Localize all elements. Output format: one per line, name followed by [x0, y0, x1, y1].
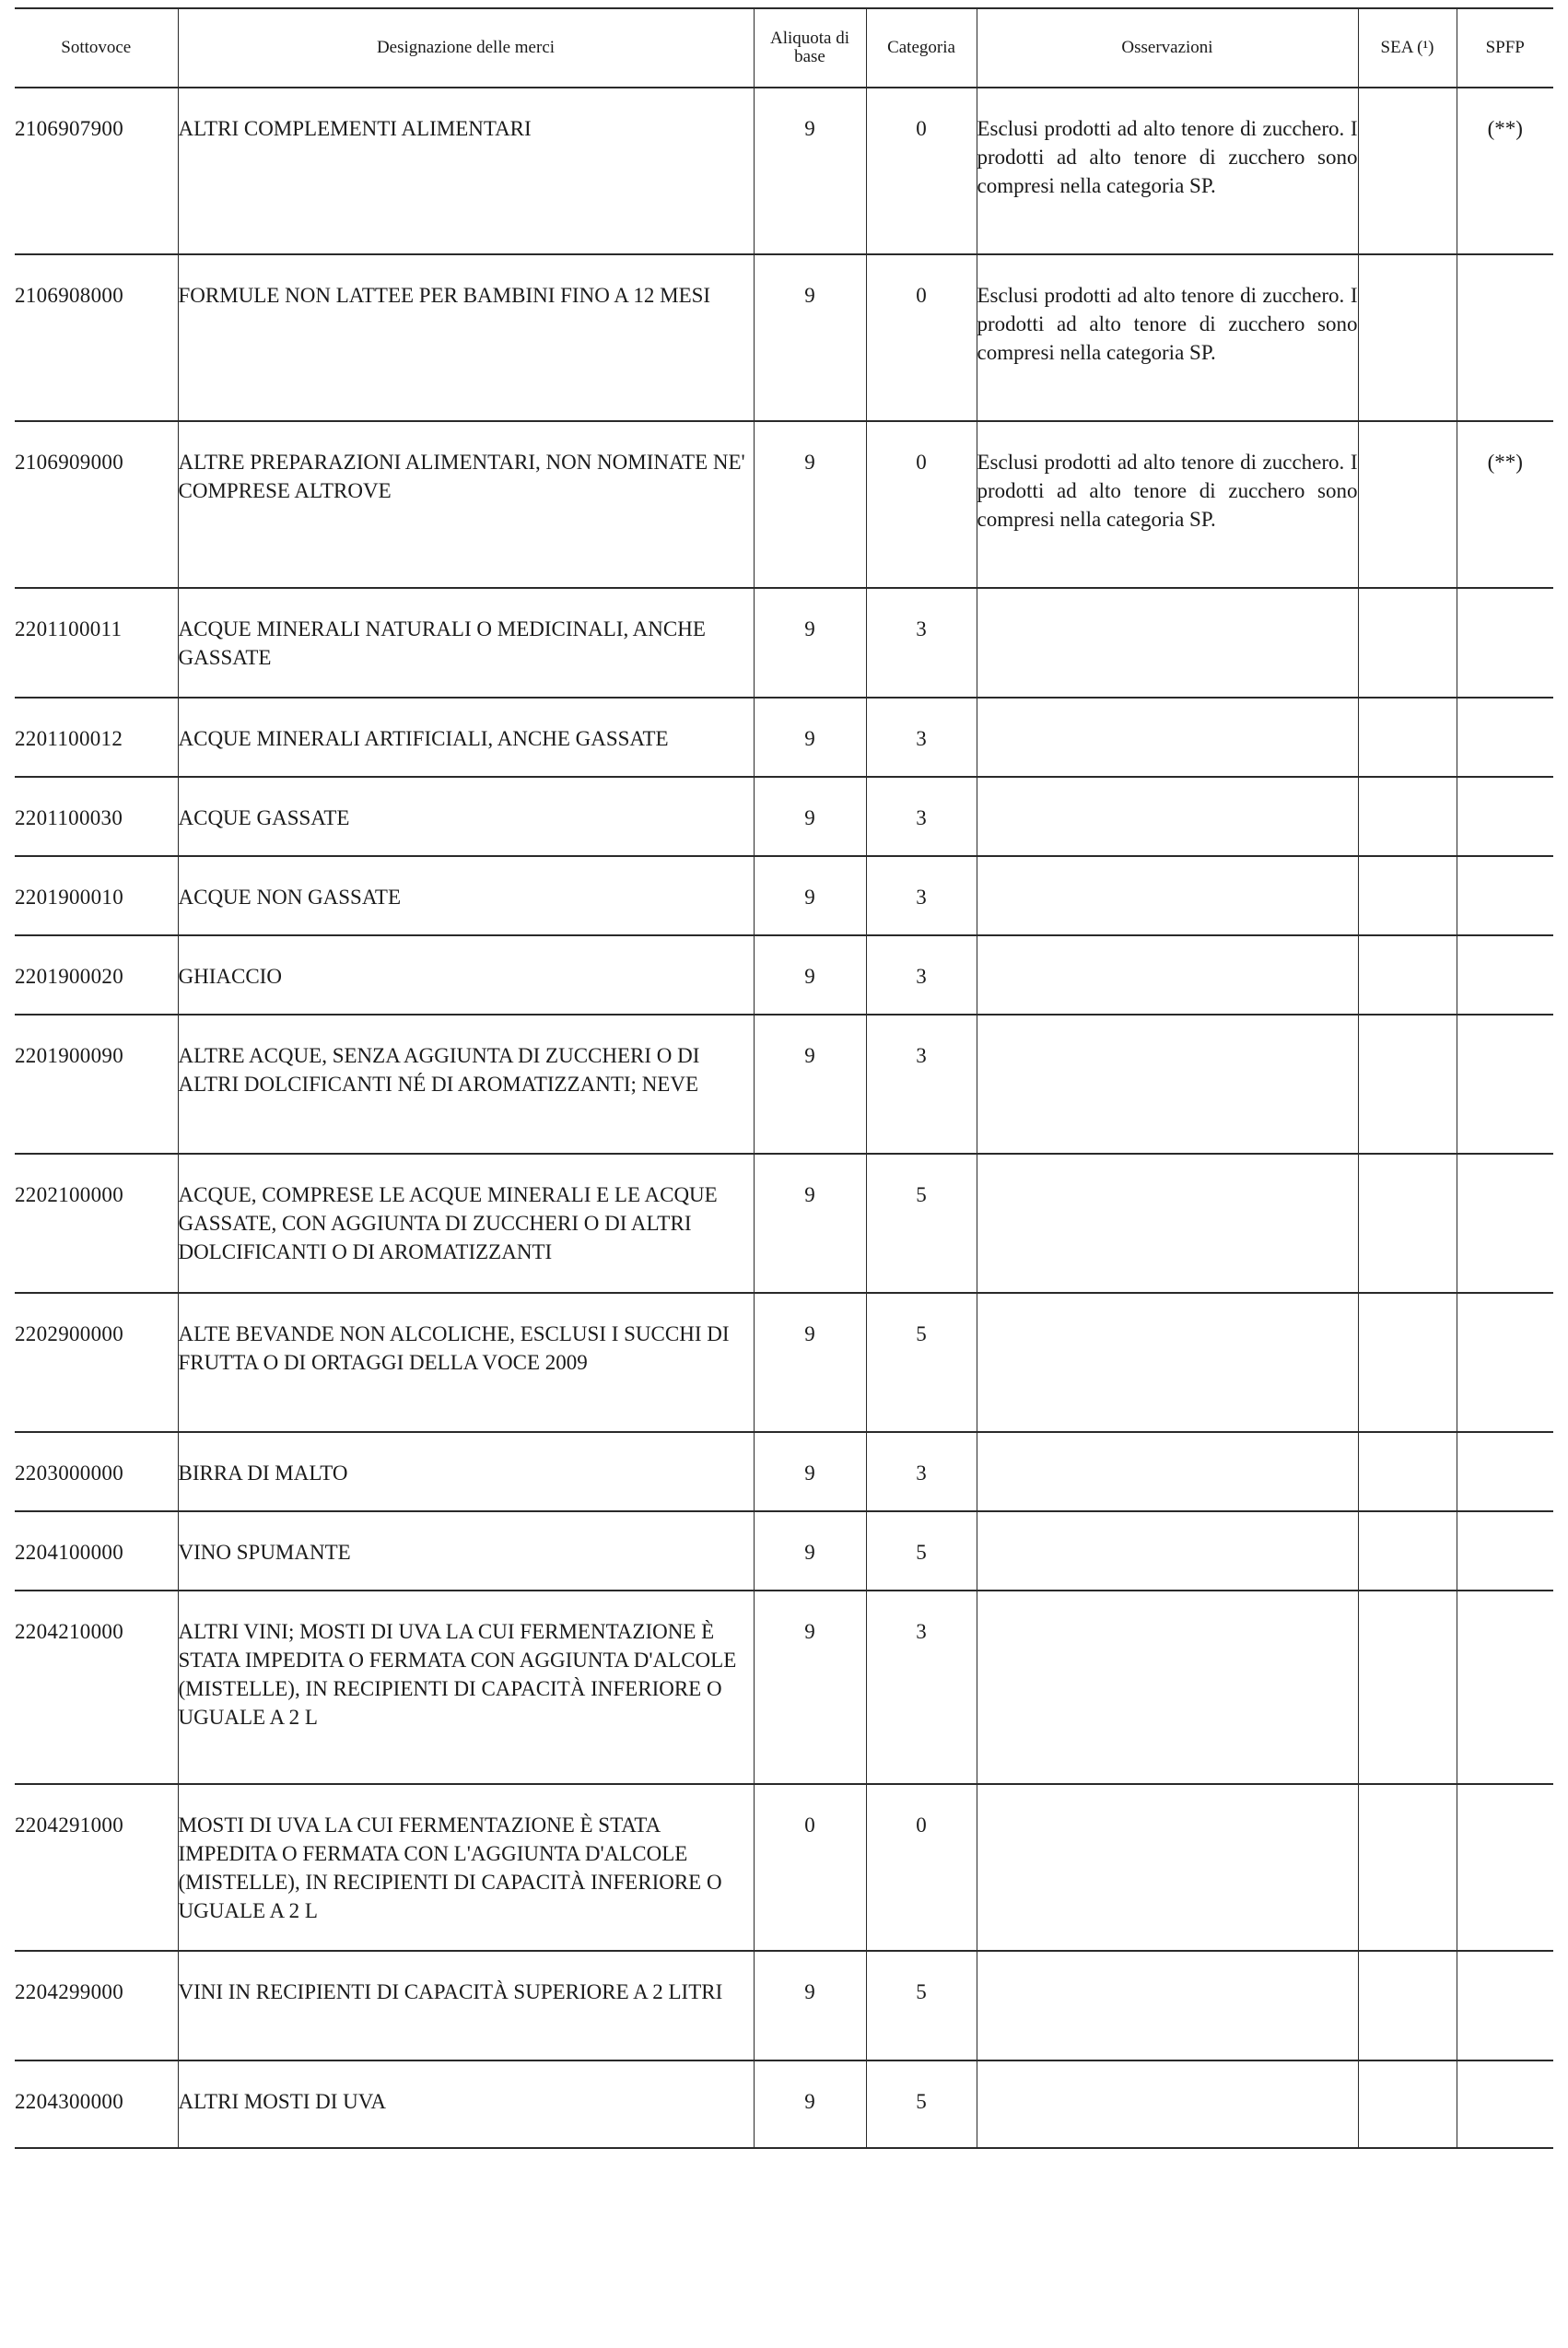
cell-description: BIRRA DI MALTO	[178, 1432, 754, 1511]
cell-category: 5	[866, 1293, 977, 1432]
table-row	[15, 2060, 1553, 2148]
cell-remarks	[977, 1591, 1358, 1784]
cell-category: 3	[866, 1015, 977, 1154]
cell-code: 2204100000	[15, 1511, 178, 1591]
cell-description: VINO SPUMANTE	[178, 1511, 754, 1591]
table-row	[15, 421, 1553, 588]
cell-remarks	[977, 856, 1358, 935]
cell-category: 3	[866, 1432, 977, 1511]
cell-description: VINI IN RECIPIENTI DI CAPACITÀ SUPERIORE A 2 LITRI	[178, 1951, 754, 2060]
cell-remarks: Esclusi prodotti ad alto tenore di zucchero. I prodotti ad alto tenore di zucchero sono compresi nella categoria SP.	[977, 421, 1358, 588]
cell-remarks	[977, 935, 1358, 1015]
cell-spfp	[1457, 588, 1553, 698]
cell-code: 2201100012	[15, 698, 178, 777]
cell-sea	[1358, 2060, 1457, 2148]
cell-base-rate: 9	[754, 1015, 866, 1154]
cell-remarks	[977, 1951, 1358, 2060]
cell-sea	[1358, 1293, 1457, 1432]
cell-remarks	[977, 588, 1358, 698]
cell-remarks	[977, 1015, 1358, 1154]
cell-category: 5	[866, 2060, 977, 2148]
cell-code: 2204299000	[15, 1951, 178, 2060]
table-row	[15, 935, 1553, 1015]
cell-remarks	[977, 1432, 1358, 1511]
cell-description: ALTRI COMPLEMENTI ALIMENTARI	[178, 88, 754, 254]
cell-remarks: Esclusi prodotti ad alto tenore di zucchero. I prodotti ad alto tenore di zucchero sono compresi nella categoria SP.	[977, 254, 1358, 421]
table-row	[15, 1591, 1553, 1784]
cell-base-rate: 9	[754, 698, 866, 777]
table-row	[15, 856, 1553, 935]
cell-description: ACQUE MINERALI NATURALI O MEDICINALI, ANCHE GASSATE	[178, 588, 754, 698]
cell-code: 2106909000	[15, 421, 178, 588]
cell-category: 0	[866, 1784, 977, 1951]
cell-description: ALTRI VINI; MOSTI DI UVA LA CUI FERMENTAZIONE È STATA IMPEDITA O FERMATA CON AGGIUNTA D'ALCOLE (MISTELLE), IN RECIPIENTI DI CAPACITÀ INFERIORE O UGUALE A 2 L	[178, 1591, 754, 1784]
cell-remarks	[977, 1154, 1358, 1293]
cell-code: 2201100011	[15, 588, 178, 698]
cell-spfp	[1457, 254, 1553, 421]
header-description: Designazione delle merci	[178, 8, 754, 88]
table-row	[15, 1432, 1553, 1511]
table-row	[15, 1511, 1553, 1591]
cell-base-rate: 9	[754, 1951, 866, 2060]
table-row	[15, 698, 1553, 777]
cell-category: 3	[866, 698, 977, 777]
cell-sea	[1358, 1432, 1457, 1511]
cell-code: 2204300000	[15, 2060, 178, 2148]
table-row	[15, 777, 1553, 856]
cell-base-rate: 9	[754, 588, 866, 698]
cell-base-rate: 9	[754, 1591, 866, 1784]
cell-description: ALTRI MOSTI DI UVA	[178, 2060, 754, 2148]
table-row	[15, 1784, 1553, 1951]
cell-base-rate: 9	[754, 1293, 866, 1432]
header-category: Categoria	[866, 8, 977, 88]
cell-code: 2201900010	[15, 856, 178, 935]
table-row	[15, 588, 1553, 698]
cell-spfp	[1457, 777, 1553, 856]
cell-base-rate: 9	[754, 856, 866, 935]
cell-spfp	[1457, 1432, 1553, 1511]
cell-spfp	[1457, 1784, 1553, 1951]
tariff-table	[15, 7, 1553, 2149]
cell-sea	[1358, 1951, 1457, 2060]
cell-spfp	[1457, 698, 1553, 777]
cell-base-rate: 9	[754, 1511, 866, 1591]
cell-description: ALTRE ACQUE, SENZA AGGIUNTA DI ZUCCHERI O DI ALTRI DOLCIFICANTI NÉ DI AROMATIZZANTI; NEVE	[178, 1015, 754, 1154]
cell-category: 3	[866, 588, 977, 698]
header-sea: SEA (¹)	[1358, 8, 1457, 88]
cell-description: GHIACCIO	[178, 935, 754, 1015]
cell-description: ACQUE MINERALI ARTIFICIALI, ANCHE GASSATE	[178, 698, 754, 777]
cell-base-rate: 9	[754, 88, 866, 254]
header-row	[15, 8, 1553, 88]
cell-base-rate: 0	[754, 1784, 866, 1951]
cell-description: MOSTI DI UVA LA CUI FERMENTAZIONE È STATA IMPEDITA O FERMATA CON L'AGGIUNTA D'ALCOLE (MISTELLE), IN RECIPIENTI DI CAPACITÀ INFERIORE O UGUALE A 2 L	[178, 1784, 754, 1951]
cell-description: ALTRE PREPARAZIONI ALIMENTARI, NON NOMINATE NE' COMPRESE ALTROVE	[178, 421, 754, 588]
header-spfp: SPFP	[1457, 8, 1553, 88]
cell-description: ACQUE GASSATE	[178, 777, 754, 856]
cell-remarks	[977, 1511, 1358, 1591]
cell-category: 0	[866, 421, 977, 588]
cell-code: 2204210000	[15, 1591, 178, 1784]
cell-sea	[1358, 1154, 1457, 1293]
cell-remarks	[977, 2060, 1358, 2148]
cell-code: 2202900000	[15, 1293, 178, 1432]
table-row	[15, 1015, 1553, 1154]
cell-code: 2106908000	[15, 254, 178, 421]
cell-sea	[1358, 588, 1457, 698]
cell-category: 3	[866, 935, 977, 1015]
cell-sea	[1358, 1591, 1457, 1784]
cell-remarks	[977, 1784, 1358, 1951]
header-remarks: Osservazioni	[977, 8, 1358, 88]
cell-category: 5	[866, 1951, 977, 2060]
header-base-rate: Aliquota di base	[754, 8, 866, 88]
table-row	[15, 1293, 1553, 1432]
cell-sea	[1358, 698, 1457, 777]
cell-sea	[1358, 1784, 1457, 1951]
cell-base-rate: 9	[754, 421, 866, 588]
cell-code: 2203000000	[15, 1432, 178, 1511]
cell-code: 2204291000	[15, 1784, 178, 1951]
cell-description: ALTE BEVANDE NON ALCOLICHE, ESCLUSI I SUCCHI DI FRUTTA O DI ORTAGGI DELLA VOCE 2009	[178, 1293, 754, 1432]
cell-remarks: Esclusi prodotti ad alto tenore di zucchero. I prodotti ad alto tenore di zucchero sono compresi nella categoria SP.	[977, 88, 1358, 254]
cell-base-rate: 9	[754, 254, 866, 421]
header-code: Sottovoce	[15, 8, 178, 88]
cell-code: 2202100000	[15, 1154, 178, 1293]
cell-sea	[1358, 421, 1457, 588]
cell-spfp	[1457, 1015, 1553, 1154]
table-row	[15, 1951, 1553, 2060]
cell-base-rate: 9	[754, 935, 866, 1015]
cell-sea	[1358, 1015, 1457, 1154]
cell-sea	[1358, 88, 1457, 254]
table-row	[15, 254, 1553, 421]
table-row	[15, 88, 1553, 254]
cell-code: 2106907900	[15, 88, 178, 254]
cell-description: ACQUE NON GASSATE	[178, 856, 754, 935]
cell-category: 3	[866, 856, 977, 935]
cell-remarks	[977, 1293, 1358, 1432]
cell-remarks	[977, 777, 1358, 856]
cell-code: 2201900090	[15, 1015, 178, 1154]
cell-spfp	[1457, 1951, 1553, 2060]
cell-spfp	[1457, 935, 1553, 1015]
cell-sea	[1358, 777, 1457, 856]
cell-sea	[1358, 1511, 1457, 1591]
cell-sea	[1358, 856, 1457, 935]
cell-spfp	[1457, 856, 1553, 935]
cell-spfp	[1457, 1154, 1553, 1293]
cell-code: 2201900020	[15, 935, 178, 1015]
cell-spfp	[1457, 1511, 1553, 1591]
cell-base-rate: 9	[754, 1432, 866, 1511]
cell-description: FORMULE NON LATTEE PER BAMBINI FINO A 12 MESI	[178, 254, 754, 421]
cell-sea	[1358, 254, 1457, 421]
cell-spfp	[1457, 1293, 1553, 1432]
cell-base-rate: 9	[754, 2060, 866, 2148]
table-row	[15, 1154, 1553, 1293]
cell-spfp: (**)	[1457, 421, 1553, 588]
cell-base-rate: 9	[754, 777, 866, 856]
cell-category: 3	[866, 1591, 977, 1784]
cell-code: 2201100030	[15, 777, 178, 856]
cell-category: 5	[866, 1154, 977, 1293]
cell-category: 0	[866, 88, 977, 254]
cell-description: ACQUE, COMPRESE LE ACQUE MINERALI E LE ACQUE GASSATE, CON AGGIUNTA DI ZUCCHERI O DI ALTRI DOLCIFICANTI O DI AROMATIZZANTI	[178, 1154, 754, 1293]
cell-category: 3	[866, 777, 977, 856]
cell-spfp	[1457, 1591, 1553, 1784]
cell-category: 5	[866, 1511, 977, 1591]
cell-base-rate: 9	[754, 1154, 866, 1293]
cell-category: 0	[866, 254, 977, 421]
cell-spfp: (**)	[1457, 88, 1553, 254]
cell-spfp	[1457, 2060, 1553, 2148]
cell-remarks	[977, 698, 1358, 777]
cell-sea	[1358, 935, 1457, 1015]
